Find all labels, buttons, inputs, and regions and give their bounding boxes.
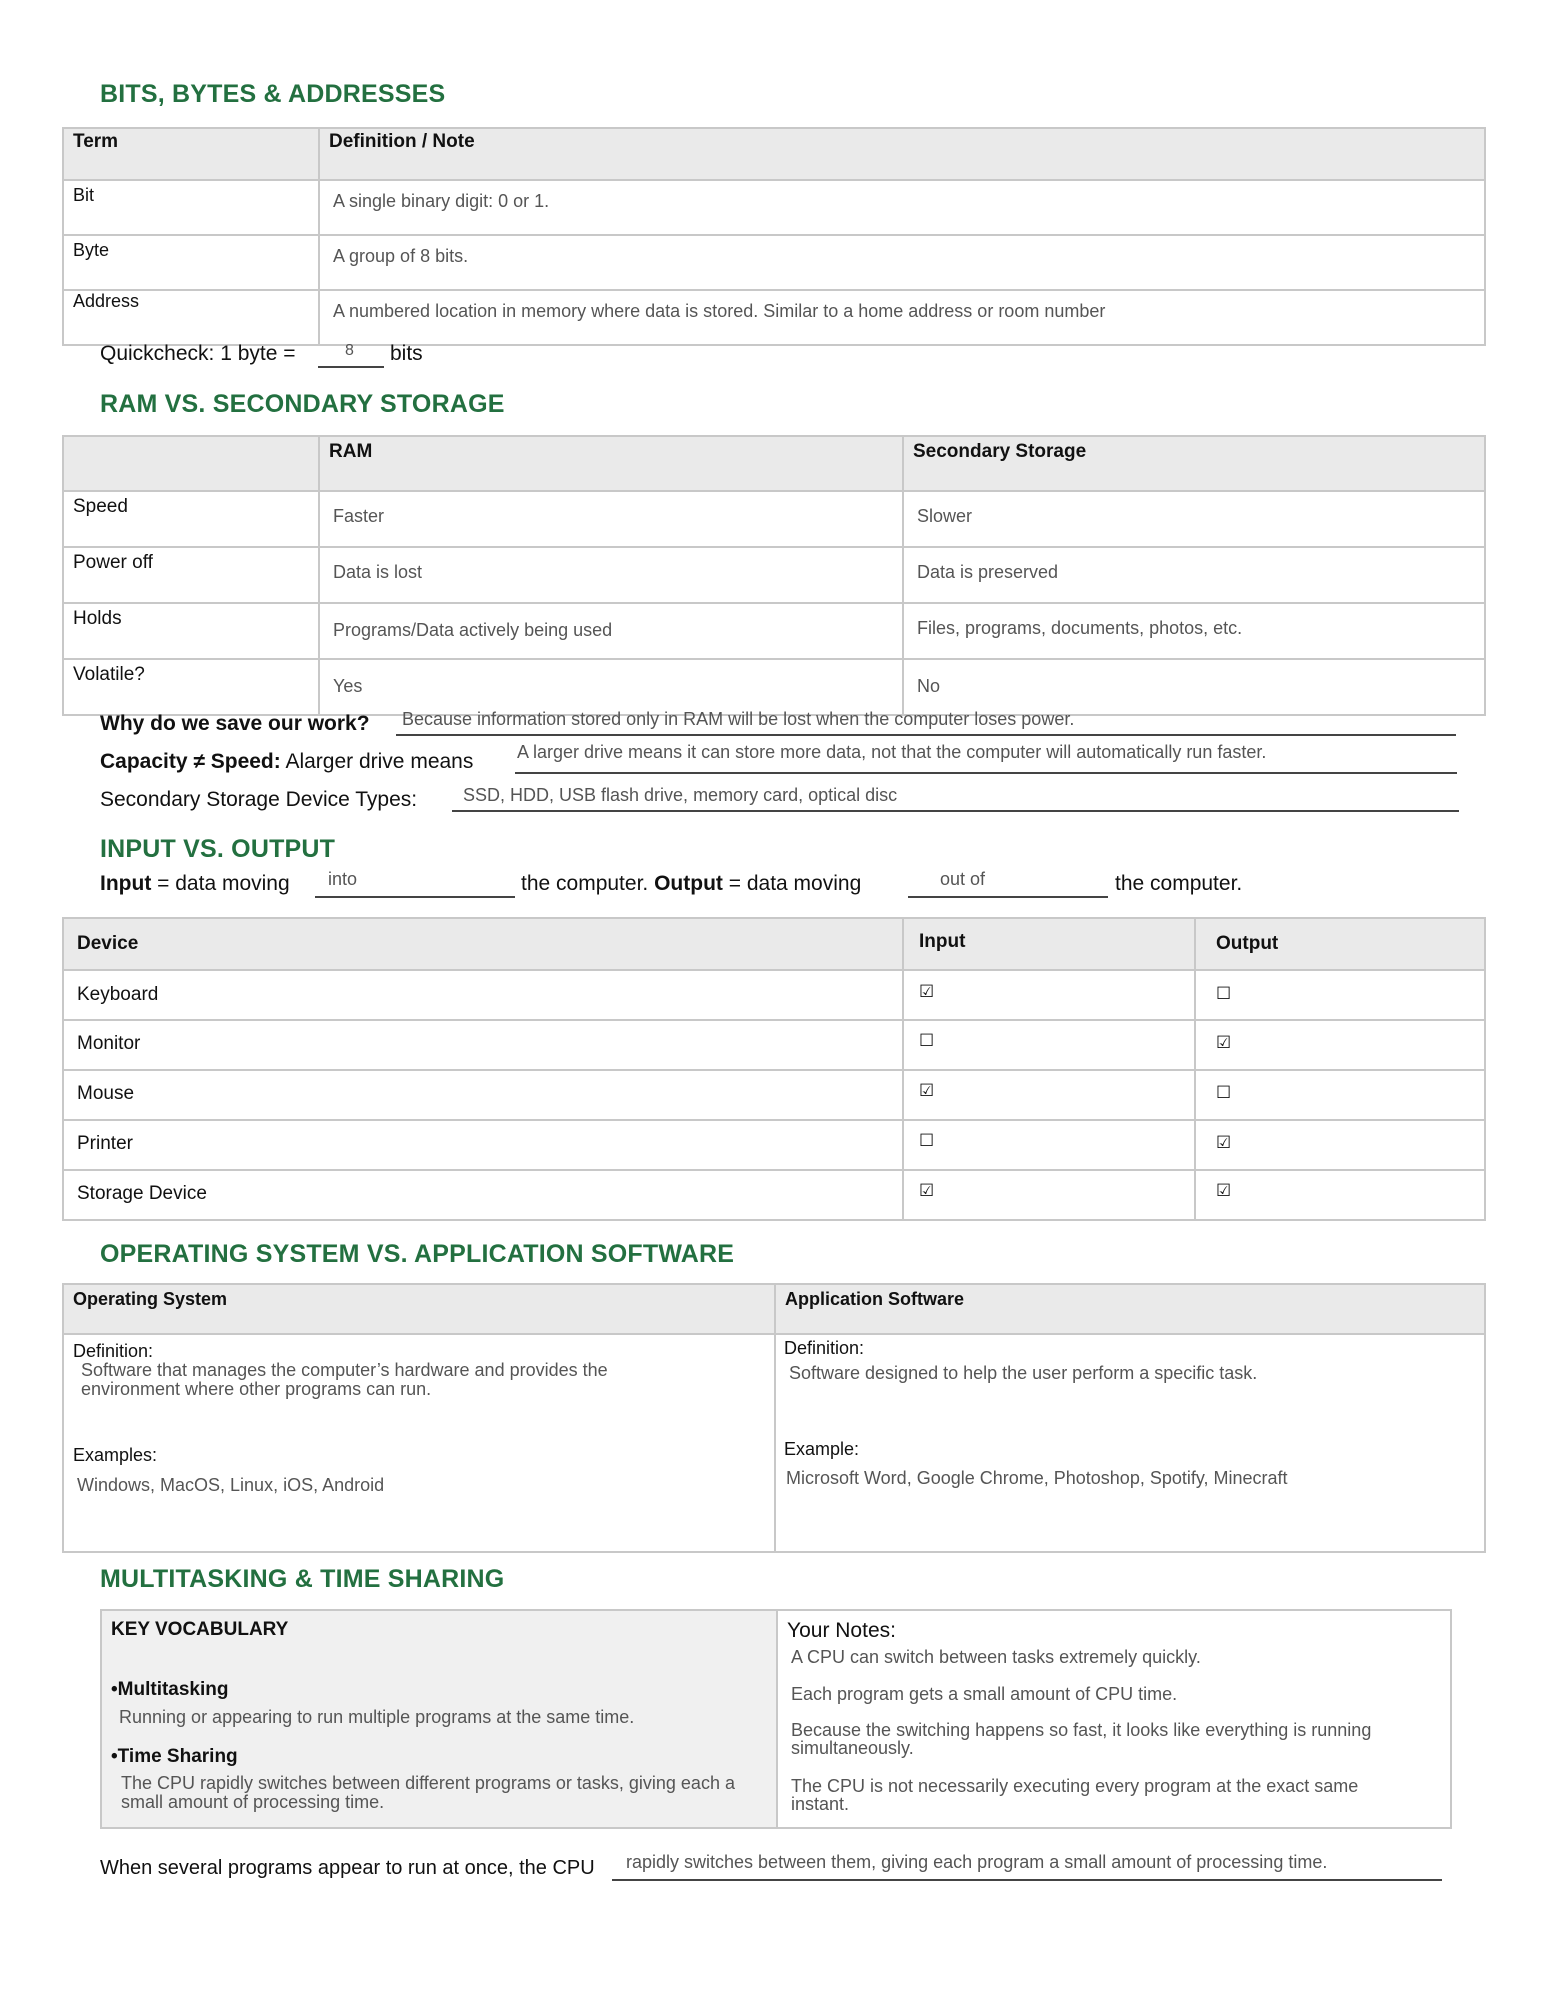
checkbox-input[interactable]: ☑ xyxy=(919,1081,935,1101)
col-header-os: Operating System xyxy=(63,1284,775,1334)
vocab-def-multitasking: Running or appearing to run multiple programs at the same time. xyxy=(119,1707,635,1727)
app-def-label: Definition: xyxy=(784,1338,865,1358)
capacity-speed-text: Alarger drive means xyxy=(285,750,474,773)
checkbox-output[interactable]: ☐ xyxy=(1216,984,1232,1004)
vocab-cell xyxy=(101,1610,777,1828)
notes-title: Your Notes: xyxy=(787,1619,896,1642)
section-title-software: OPERATING SYSTEM VS. APPLICATION SOFTWARE xyxy=(100,1240,735,1268)
row-label: Power off xyxy=(63,547,319,603)
final-question: When several programs appear to run at once, the CPU xyxy=(100,1857,595,1879)
os-cell xyxy=(63,1334,775,1552)
mid-text: the computer. xyxy=(521,872,649,895)
app-examples: Microsoft Word, Google Chrome, Photoshop, Spotify, Minecraft xyxy=(786,1468,1288,1488)
save-work-answer: Because information stored only in RAM will be lost when the computer loses power. xyxy=(402,709,1075,729)
vocab-def-timesharing: The CPU rapidly switches between different programs or tasks, giving each a small amount of processing time. xyxy=(121,1773,735,1812)
checkbox-output[interactable]: ☐ xyxy=(1216,1083,1232,1103)
secondary-cell: Slower xyxy=(903,491,1485,547)
secondary-cell: Files, programs, documents, photos, etc. xyxy=(903,603,1485,659)
device-cell: Mouse xyxy=(63,1070,903,1120)
ram-cell: Programs/Data actively being used xyxy=(319,603,903,659)
ram-cell: Yes xyxy=(319,659,903,715)
note-item: Because the switching happens so fast, it looks like everything is running simultaneously. xyxy=(791,1720,1372,1758)
col-header-term: Term xyxy=(63,128,319,180)
checkbox-input[interactable]: ☐ xyxy=(919,1131,935,1151)
row-label: Holds xyxy=(63,603,319,659)
app-def: Software designed to help the user perform a specific task. xyxy=(789,1363,1258,1383)
output-end-text: the computer. xyxy=(1115,872,1243,895)
os-ex-label: Examples: xyxy=(73,1445,158,1465)
secondary-cell: No xyxy=(903,659,1485,715)
vocab-term-multitasking: •Multitasking xyxy=(111,1679,229,1700)
device-cell: Keyboard xyxy=(63,970,903,1020)
definition-cell: A numbered location in memory where data is stored. Similar to a home address or room number xyxy=(319,290,1485,345)
os-def: Software that manages the computer’s hardware and provides the environment where other programs can run. xyxy=(81,1360,608,1399)
input-check-cell xyxy=(903,1020,1195,1070)
col-header-app: Application Software xyxy=(775,1284,1485,1334)
output-text: = data moving xyxy=(728,872,862,895)
notes-cell xyxy=(777,1610,1451,1828)
ram-cell: Faster xyxy=(319,491,903,547)
input-check-cell xyxy=(903,1120,1195,1170)
row-label: Speed xyxy=(63,491,319,547)
output-check-cell xyxy=(1195,1170,1485,1220)
output-bold: Output xyxy=(654,872,723,895)
os-examples: Windows, MacOS, Linux, iOS, Android xyxy=(77,1475,385,1495)
vocab-term-timesharing: •Time Sharing xyxy=(111,1746,238,1767)
capacity-speed-question xyxy=(100,750,473,774)
os-def-label: Definition: xyxy=(73,1341,154,1361)
input-bold: Input xyxy=(100,872,152,895)
section-title-bits: BITS, BYTES & ADDRESSES xyxy=(100,80,446,108)
checkbox-output[interactable]: ☑ xyxy=(1216,1181,1232,1201)
bits-table xyxy=(62,127,1486,346)
col-header-device: Device xyxy=(63,918,903,970)
term-cell: Address xyxy=(63,290,319,345)
section-title-ram: RAM VS. SECONDARY STORAGE xyxy=(100,390,505,418)
capacity-speed-bold: Capacity ≠ Speed: xyxy=(100,750,281,773)
capacity-speed-answer: A larger drive means it can store more data, not that the computer will automatically run faster. xyxy=(517,742,1267,762)
storage-types-answer: SSD, HDD, USB flash drive, memory card, optical disc xyxy=(463,785,898,805)
output-answer: out of xyxy=(940,869,986,889)
output-check-cell xyxy=(1195,1120,1485,1170)
ram-cell: Data is lost xyxy=(319,547,903,603)
multitasking-table xyxy=(100,1609,1452,1829)
input-text: = data moving xyxy=(157,872,290,895)
input-definition xyxy=(100,872,290,896)
io-table xyxy=(62,917,1486,1221)
term-cell: Byte xyxy=(63,235,319,290)
col-header-secondary: Secondary Storage xyxy=(903,436,1485,491)
section-title-io: INPUT VS. OUTPUT xyxy=(100,835,336,863)
quickcheck-label: Quickcheck: 1 byte = xyxy=(100,342,296,365)
storage-types-question: Secondary Storage Device Types: xyxy=(100,788,418,811)
note-item: Each program gets a small amount of CPU time. xyxy=(791,1684,1178,1704)
input-check-cell xyxy=(903,1170,1195,1220)
checkbox-input[interactable]: ☐ xyxy=(919,1031,935,1051)
definition-cell: A group of 8 bits. xyxy=(319,235,1485,290)
final-answer: rapidly switches between them, giving each program a small amount of processing time. xyxy=(626,1852,1328,1872)
note-item: The CPU is not necessarily executing every program at the exact same instant. xyxy=(791,1776,1359,1814)
output-check-cell xyxy=(1195,970,1485,1020)
definition-cell: A single binary digit: 0 or 1. xyxy=(319,180,1485,235)
term-cell: Bit xyxy=(63,180,319,235)
software-table xyxy=(62,1283,1486,1553)
input-end-text xyxy=(521,872,861,896)
output-blank[interactable] xyxy=(908,874,1108,898)
note-item: A CPU can switch between tasks extremely quickly. xyxy=(791,1647,1201,1667)
checkbox-output[interactable]: ☑ xyxy=(1216,1133,1232,1153)
output-check-cell xyxy=(1195,1070,1485,1120)
device-cell: Printer xyxy=(63,1120,903,1170)
quickcheck-answer: 8 xyxy=(345,342,354,359)
checkbox-output[interactable]: ☑ xyxy=(1216,1033,1232,1053)
col-header-output: Output xyxy=(1195,918,1485,970)
secondary-cell: Data is preserved xyxy=(903,547,1485,603)
checkbox-input[interactable]: ☑ xyxy=(919,982,935,1002)
quickcheck-unit: bits xyxy=(390,342,423,365)
save-work-question: Why do we save our work? xyxy=(100,712,370,735)
col-header-input: Input xyxy=(903,918,1195,970)
output-check-cell xyxy=(1195,1020,1485,1070)
row-label: Volatile? xyxy=(63,659,319,715)
app-ex-label: Example: xyxy=(784,1439,860,1459)
col-header-definition: Definition / Note xyxy=(319,128,1485,180)
col-header-ram: RAM xyxy=(319,436,903,491)
input-check-cell xyxy=(903,1070,1195,1120)
col-header-blank xyxy=(63,436,319,491)
vocab-title: KEY VOCABULARY xyxy=(111,1619,289,1640)
checkbox-input[interactable]: ☑ xyxy=(919,1181,935,1201)
input-check-cell xyxy=(903,970,1195,1020)
device-cell: Storage Device xyxy=(63,1170,903,1220)
device-cell: Monitor xyxy=(63,1020,903,1070)
ram-table xyxy=(62,435,1486,716)
app-cell xyxy=(775,1334,1485,1552)
section-title-multitasking: MULTITASKING & TIME SHARING xyxy=(100,1565,505,1593)
input-answer: into xyxy=(328,869,358,889)
